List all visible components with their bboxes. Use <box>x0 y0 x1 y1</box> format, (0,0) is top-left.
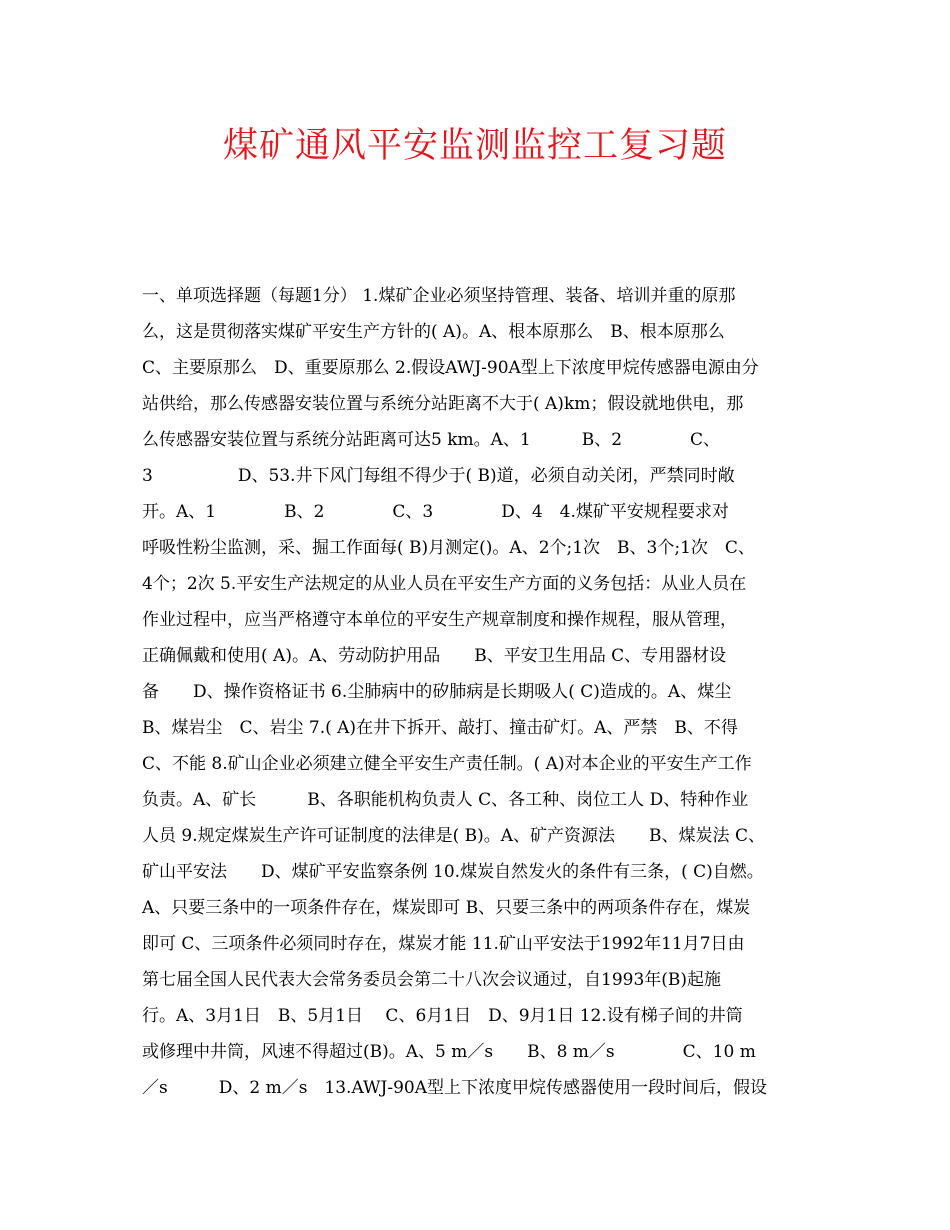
text-line: C、主要原那么 D、重要原那么 2.假设AWJ-90A型上下浓度甲烷传感器电源由分 <box>142 358 759 378</box>
text-line: B、煤岩尘 C、岩尘 7.( A)在井下拆开、敲打、撞击矿灯。A、严禁 B、不得 <box>142 718 738 738</box>
text-line: 么，这是贯彻落实煤矿平安生产方针的( A)。A、根本原那么 B、根本原那么 <box>142 322 725 342</box>
text-line: 人员 9.规定煤炭生产许可证制度的法律是( B)。A、矿产资源法 B、煤炭法 C、 <box>142 826 765 846</box>
text-line: 3 D、53.井下风门每组不得少于( B)道，必须自动关闭，严禁同时敞 <box>142 466 735 486</box>
text-line: 开。A、1 B、2 C、3 D、4 4.煤矿平安规程要求对 <box>142 502 729 522</box>
text-line: 矿山平安法 D、煤矿平安监察条例 10.煤炭自然发火的条件有三条，( C)自燃。 <box>142 862 764 882</box>
text-line: 即可 C、三项条件必须同时存在，煤炭才能 11.矿山平安法于1992年11月7日由 <box>142 934 745 954</box>
text-line: 4个；2次 5.平安生产法规定的从业人员在平安生产方面的义务包括：从业人员在 <box>142 574 747 594</box>
page-title: 煤矿通风平安监测监控工复习题 <box>222 126 727 166</box>
text-line: 第七届全国人民代表大会常务委员会第二十八次会议通过，自1993年(B)起施 <box>142 970 722 990</box>
text-line: A、只要三条中的一项条件存在，煤炭即可 B、只要三条中的两项条件存在，煤炭 <box>142 898 751 918</box>
text-line: 站供给，那么传感器安装位置与系统分站距离不大于( A)km；假设就地供电，那 <box>142 394 744 414</box>
text-line: 作业过程中，应当严格遵守本单位的平安生产规章制度和操作规程，服从管理， <box>142 610 737 630</box>
text-line: 正确佩戴和使用( A)。A、劳动防护用品 B、平安卫生用品 C、专用器材设 <box>142 646 727 666</box>
text-line: 一、单项选择题（每题1分） 1.煤矿企业必须坚持管理、装备、培训并重的原那 <box>142 286 736 306</box>
text-line: 呼吸性粉尘监测，采、掘工作面每( B)月测定()。A、2个;1次 B、3个;1次 C、 <box>142 538 755 558</box>
text-line: 备 D、操作资格证书 6.尘肺病中的矽肺病是长期吸人( C)造成的。A、煤尘 <box>142 682 732 702</box>
text-line: C、不能 8.矿山企业必须建立健全平安生产责任制。( A)对本企业的平安生产工作 <box>142 754 752 774</box>
text-line: ／s D、2 m／s 13.AWJ-90A型上下浓度甲烷传感器使用一段时间后，假设 <box>142 1078 767 1098</box>
text-line: 么传感器安装位置与系统分站距离可达5 km。A、1 B、2 C、 <box>142 430 721 450</box>
text-line: 行。A、3月1日 B、5月1日 C、6月1日 D、9月1日 12.设有梯子间的井筒 <box>142 1006 743 1026</box>
text-line: 或修理中井筒，风速不得超过(B)。A、5 m／s B、8 m／s C、10 m <box>142 1042 756 1062</box>
text-line: 负责。A、矿长 B、各职能机构负责人 C、各工种、岗位工人 D、特种作业 <box>142 790 749 810</box>
